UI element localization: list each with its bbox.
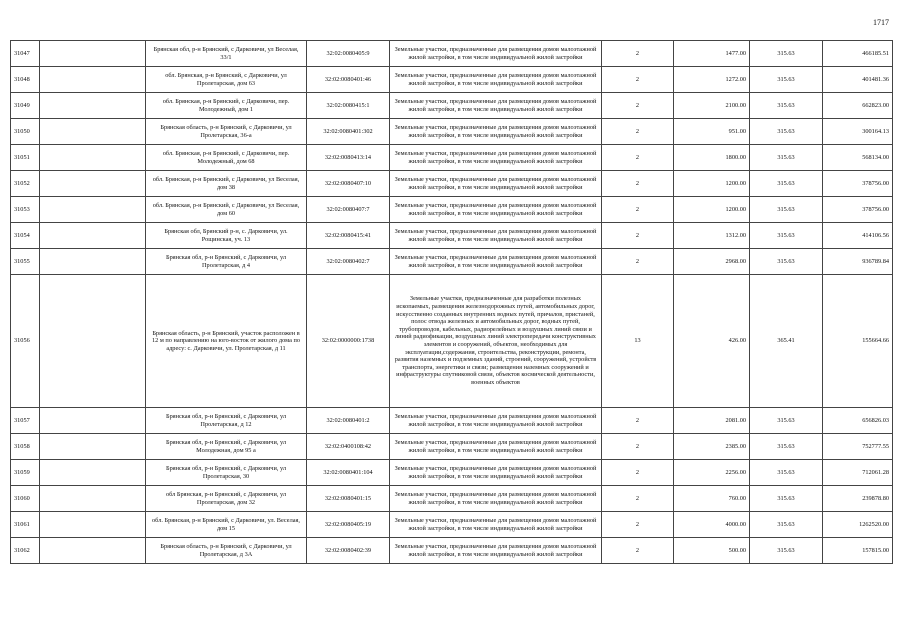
cadastral-number-cell: 32:02:0080401:104: [307, 460, 390, 486]
table-row: [11, 119, 893, 145]
cadastral-number-cell: 32:02:0080401:302: [307, 119, 390, 145]
table-row: [11, 249, 893, 275]
rate-cell: 315.63: [750, 538, 823, 564]
land-use-cell: Земельные участки, предназначенные для размещения домов малоэтажной жилой застройки, в том числе индивидуальной жилой застройки: [390, 145, 602, 171]
row-number: 31057: [11, 408, 40, 434]
cadastral-number-cell: 32:02:0080405:9: [307, 41, 390, 67]
land-use-cell: Земельные участки, предназначенные для размещения домов малоэтажной жилой застройки, в том числе индивидуальной жилой застройки: [390, 223, 602, 249]
cadastral-value-cell: 752777.55: [823, 434, 893, 460]
category-cell: 2: [602, 408, 674, 434]
rate-cell: 365.41: [750, 275, 823, 408]
table-row: [11, 145, 893, 171]
address-cell: Брянская обл, р-н Брянский, с Дарковичи, ул Пролетарская, 30: [146, 460, 307, 486]
cadastral-number-cell: 32:02:0080407:10: [307, 171, 390, 197]
land-use-cell: Земельные участки, предназначенные для размещения домов малоэтажной жилой застройки, в том числе индивидуальной жилой застройки: [390, 67, 602, 93]
empty-cell: [40, 67, 146, 93]
area-cell: 1477.00: [674, 41, 750, 67]
table-row: [11, 486, 893, 512]
cadastral-value-cell: 466185.51: [823, 41, 893, 67]
table-body: [11, 41, 893, 564]
empty-cell: [40, 512, 146, 538]
row-number: 31056: [11, 275, 40, 408]
empty-cell: [40, 41, 146, 67]
rate-cell: 315.63: [750, 249, 823, 275]
table-row: [11, 408, 893, 434]
cadastral-number-cell: 32:02:0080402:39: [307, 538, 390, 564]
area-cell: 2100.00: [674, 93, 750, 119]
category-cell: 2: [602, 197, 674, 223]
empty-cell: [40, 223, 146, 249]
empty-cell: [40, 460, 146, 486]
category-cell: 2: [602, 67, 674, 93]
land-use-cell: Земельные участки, предназначенные для размещения домов малоэтажной жилой застройки, в том числе индивидуальной жилой застройки: [390, 512, 602, 538]
category-cell: 2: [602, 145, 674, 171]
rate-cell: 315.63: [750, 67, 823, 93]
empty-cell: [40, 197, 146, 223]
table-row: [11, 512, 893, 538]
row-number: 31054: [11, 223, 40, 249]
category-cell: 2: [602, 249, 674, 275]
land-use-cell: Земельные участки, предназначенные для размещения домов малоэтажной жилой застройки, в том числе индивидуальной жилой застройки: [390, 538, 602, 564]
address-cell: Брянская обл, р-н Брянский, с Дарковичи, ул Веселая, 33/1: [146, 41, 307, 67]
rate-cell: 315.63: [750, 93, 823, 119]
land-use-cell: Земельные участки, предназначенные для размещения домов малоэтажной жилой застройки, в том числе индивидуальной жилой застройки: [390, 41, 602, 67]
cadastral-number-cell: 32:02:0080402:7: [307, 249, 390, 275]
cadastral-number-cell: 32:02:0080407:7: [307, 197, 390, 223]
cadastral-value-cell: 936789.84: [823, 249, 893, 275]
land-use-cell: Земельные участки, предназначенные для размещения домов малоэтажной жилой застройки, в том числе индивидуальной жилой застройки: [390, 434, 602, 460]
row-number: 31049: [11, 93, 40, 119]
address-cell: обл. Брянская, р-н Брянский, с Дарковичи, ул Пролетарская, дом 63: [146, 67, 307, 93]
cadastral-number-cell: 32:02:0080401:46: [307, 67, 390, 93]
table-row: [11, 41, 893, 67]
row-number: 31060: [11, 486, 40, 512]
row-number: 31058: [11, 434, 40, 460]
land-use-cell: Земельные участки, предназначенные для размещения домов малоэтажной жилой застройки, в том числе индивидуальной жилой застройки: [390, 408, 602, 434]
row-number: 31055: [11, 249, 40, 275]
cadastral-value-cell: 155664.66: [823, 275, 893, 408]
address-cell: обл. Брянская, р-н Брянский, с Дарковичи, ул. Веселая, дом 15: [146, 512, 307, 538]
category-cell: 2: [602, 460, 674, 486]
area-cell: 1200.00: [674, 171, 750, 197]
empty-cell: [40, 93, 146, 119]
land-use-cell: Земельные участки, предназначенные для размещения домов малоэтажной жилой застройки, в том числе индивидуальной жилой застройки: [390, 119, 602, 145]
table-row: [11, 275, 893, 408]
cadastral-number-cell: 32:02:0080405:19: [307, 512, 390, 538]
cadastral-number-cell: 32:02:0080401:2: [307, 408, 390, 434]
area-cell: 1312.00: [674, 223, 750, 249]
area-cell: 951.00: [674, 119, 750, 145]
land-use-cell: Земельные участки, предназначенные для размещения домов малоэтажной жилой застройки, в том числе индивидуальной жилой застройки: [390, 197, 602, 223]
empty-cell: [40, 538, 146, 564]
table-row: [11, 538, 893, 564]
cadastral-value-cell: 1262520.00: [823, 512, 893, 538]
cadastral-number-cell: 32:02:0080413:14: [307, 145, 390, 171]
rate-cell: 315.63: [750, 145, 823, 171]
land-use-cell: Земельные участки, предназначенные для размещения домов малоэтажной жилой застройки, в том числе индивидуальной жилой застройки: [390, 249, 602, 275]
empty-cell: [40, 275, 146, 408]
address-cell: обл. Брянская, р-н Брянский, с Дарковичи, пер. Молодежный, дом 68: [146, 145, 307, 171]
land-use-cell: Земельные участки, предназначенные для размещения домов малоэтажной жилой застройки, в том числе индивидуальной жилой застройки: [390, 93, 602, 119]
cadastral-number-cell: 32:02:0400108:42: [307, 434, 390, 460]
row-number: 31062: [11, 538, 40, 564]
category-cell: 2: [602, 512, 674, 538]
empty-cell: [40, 145, 146, 171]
rate-cell: 315.63: [750, 171, 823, 197]
row-number: 31047: [11, 41, 40, 67]
row-number: 31050: [11, 119, 40, 145]
category-cell: 2: [602, 93, 674, 119]
empty-cell: [40, 119, 146, 145]
area-cell: 1200.00: [674, 197, 750, 223]
cadastral-value-cell: 414106.56: [823, 223, 893, 249]
row-number: 31053: [11, 197, 40, 223]
empty-cell: [40, 486, 146, 512]
cadastral-value-table: [10, 40, 893, 564]
table-row: [11, 223, 893, 249]
cadastral-value-cell: 300164.13: [823, 119, 893, 145]
row-number: 31052: [11, 171, 40, 197]
land-use-cell: Земельные участки, предназначенные для размещения домов малоэтажной жилой застройки, в том числе индивидуальной жилой застройки: [390, 171, 602, 197]
cadastral-number-cell: 32:02:0080401:15: [307, 486, 390, 512]
area-cell: 500.00: [674, 538, 750, 564]
rate-cell: 315.63: [750, 41, 823, 67]
rate-cell: 315.63: [750, 512, 823, 538]
address-cell: обл Брянская, р-н Брянский, с Дарковичи, ул Пролетарская, дом 32: [146, 486, 307, 512]
category-cell: 2: [602, 41, 674, 67]
address-cell: Брянская обл, Брянский р-н, с. Дарковичи, ул. Рощинская, уч. 13: [146, 223, 307, 249]
cadastral-value-cell: 239878.80: [823, 486, 893, 512]
row-number: 31048: [11, 67, 40, 93]
address-cell: обл. Брянская, р-н Брянский, с Дарковичи, ул Веселая, дом 38: [146, 171, 307, 197]
category-cell: 2: [602, 486, 674, 512]
rate-cell: 315.63: [750, 223, 823, 249]
category-cell: 2: [602, 223, 674, 249]
row-number: 31051: [11, 145, 40, 171]
empty-cell: [40, 408, 146, 434]
area-cell: 1272.00: [674, 67, 750, 93]
category-cell: 2: [602, 538, 674, 564]
area-cell: 2081.00: [674, 408, 750, 434]
row-number: 31061: [11, 512, 40, 538]
land-use-cell: Земельные участки, предназначенные для размещения домов малоэтажной жилой застройки, в том числе индивидуальной жилой застройки: [390, 486, 602, 512]
address-cell: Брянская обл, р-н Брянский, с Дарковичи, ул Пролетарская, д 12: [146, 408, 307, 434]
category-cell: 2: [602, 434, 674, 460]
address-cell: обл. Брянская, р-н Брянский, с Дарковичи, ул Веселая, дом 60: [146, 197, 307, 223]
table-row: [11, 434, 893, 460]
cadastral-value-cell: 401481.36: [823, 67, 893, 93]
rate-cell: 315.63: [750, 434, 823, 460]
cadastral-number-cell: 32:02:0080415:41: [307, 223, 390, 249]
address-cell: обл. Брянская, р-н Брянский, с Дарковичи, пер. Молодежный, дом 1: [146, 93, 307, 119]
empty-cell: [40, 434, 146, 460]
cadastral-value-cell: 378756.00: [823, 171, 893, 197]
table-row: [11, 171, 893, 197]
cadastral-number-cell: 32:02:0080415:1: [307, 93, 390, 119]
table-row: [11, 67, 893, 93]
area-cell: 4000.00: [674, 512, 750, 538]
rate-cell: 315.63: [750, 197, 823, 223]
cadastral-number-cell: 32:02:0000000:1738: [307, 275, 390, 408]
area-cell: 2385.00: [674, 434, 750, 460]
area-cell: 426.00: [674, 275, 750, 408]
table-row: [11, 93, 893, 119]
address-cell: Брянская область, р-н Брянский, с Дарковичи, ул Пролетарская, д 3А: [146, 538, 307, 564]
category-cell: 2: [602, 171, 674, 197]
page-number: 1717: [873, 18, 889, 27]
land-use-cell: Земельные участки, предназначенные для размещения домов малоэтажной жилой застройки, в том числе индивидуальной жилой застройки: [390, 460, 602, 486]
cadastral-value-cell: 662823.00: [823, 93, 893, 119]
category-cell: 13: [602, 275, 674, 408]
area-cell: 760.00: [674, 486, 750, 512]
cadastral-value-cell: 712061.28: [823, 460, 893, 486]
area-cell: 1800.00: [674, 145, 750, 171]
land-use-cell: Земельные участки, предназначенные для разработки полезных ископаемых, размещения железнодорожных путей, автомобильных дорог, искусственно созданных внутренних водных путей, причалов, пристаней, полос отвода железных и автомобильных дорог, водных путей, трубопроводов, кабельных, радиорелейных и воздушных линий связи и линий радиофикации, воздушных линий электропередачи конструктивных элементов и сооружений, объектов, необходимых для эксплуатации,содержания, строительства, реконструкции, ремонта, развития наземных и подземных зданий, строений, сооружений, устройств транспорта, энергетики и связи; размещения наземных сооружений и инфраструктуры спутниковой связи, объектов космической деятельности, военных объектов: [390, 275, 602, 408]
table-row: [11, 460, 893, 486]
cadastral-value-cell: 157815.00: [823, 538, 893, 564]
cadastral-value-cell: 656826.03: [823, 408, 893, 434]
rate-cell: 315.63: [750, 486, 823, 512]
address-cell: Брянская обл, р-н Брянский, с Дарковичи, ул Пролетарская, д 4: [146, 249, 307, 275]
rate-cell: 315.63: [750, 460, 823, 486]
address-cell: Брянская обл, р-н Брянский, с Дарковичи, ул Молодежная, дом 95 а: [146, 434, 307, 460]
empty-cell: [40, 171, 146, 197]
rate-cell: 315.63: [750, 119, 823, 145]
row-number: 31059: [11, 460, 40, 486]
address-cell: Брянская область, р-н Брянский, участок расположен в 12 м по направлению на юго-восток от жилого дома по адресу: с. Дарковичи, ул. Пролетарская, д 11: [146, 275, 307, 408]
address-cell: Брянская область, р-н Брянский, с Дарковичи, ул Пролетарская, 36-а: [146, 119, 307, 145]
table-row: [11, 197, 893, 223]
area-cell: 2968.00: [674, 249, 750, 275]
cadastral-value-cell: 568134.00: [823, 145, 893, 171]
rate-cell: 315.63: [750, 408, 823, 434]
empty-cell: [40, 249, 146, 275]
category-cell: 2: [602, 119, 674, 145]
cadastral-value-cell: 378756.00: [823, 197, 893, 223]
area-cell: 2256.00: [674, 460, 750, 486]
